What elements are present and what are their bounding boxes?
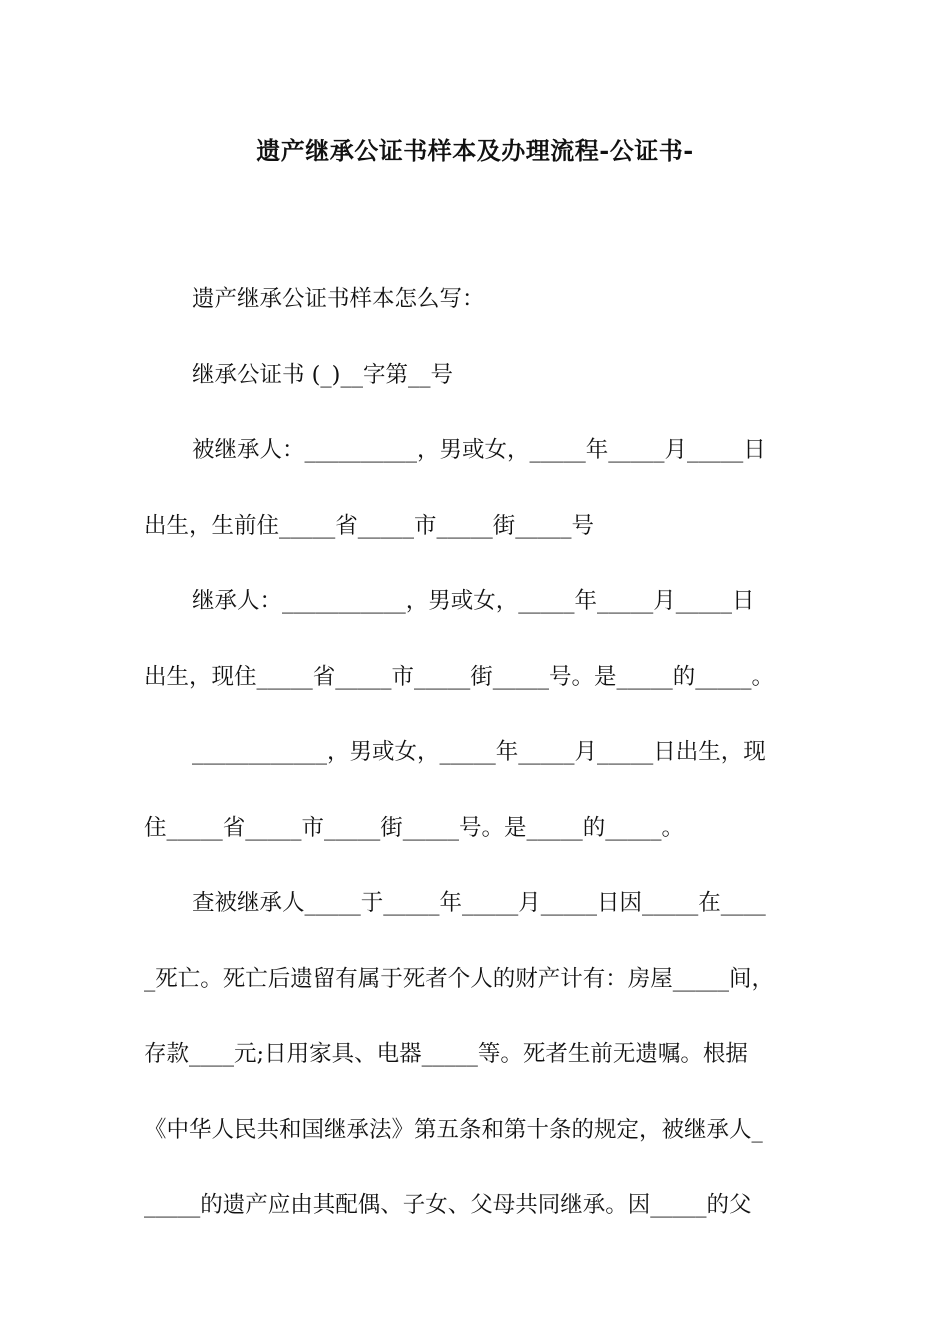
- text-line-4: 出生，生前住_____省_____市_____街_____号: [144, 512, 595, 539]
- text-line-7: ____________，男或女，_____年_____月_____日出生，现: [192, 739, 766, 765]
- text-line-3: 被继承人：__________，男或女，_____年_____月_____日: [192, 437, 766, 463]
- text-line-8: 住_____省_____市_____街_____号。是_____的_____。: [144, 814, 685, 841]
- text-line-9: 查被继承人_____于_____年_____月_____日因_____在____: [192, 890, 766, 916]
- text-line-13: _____的遗产应由其配偶、子女、父母共同继承。因_____的父: [144, 1192, 752, 1218]
- text-line-12: 《中华人民共和国继承法》第五条和第十条的规定，被继承人_: [144, 1116, 763, 1143]
- document-title: 遗产继承公证书样本及办理流程-公证书-: [256, 136, 694, 165]
- document-body: [144, 262, 809, 1244]
- text-line-2: 继承公证书 (_)__字第__号: [192, 361, 453, 388]
- text-line-10: _死亡。死亡后遗留有属于死者个人的财产计有：房屋_____间，: [144, 965, 775, 992]
- text-line-11: 存款____元;日用家具、电器_____等。死者生前无遗嘱。根据: [144, 1041, 748, 1067]
- text-line-6: 出生，现住_____省_____市_____街_____号。是_____的_____。: [144, 663, 775, 690]
- text-line-5: 继承人：___________，男或女，_____年_____月_____日: [192, 588, 755, 614]
- text-line-1: 遗产继承公证书样本怎么写：: [192, 286, 485, 312]
